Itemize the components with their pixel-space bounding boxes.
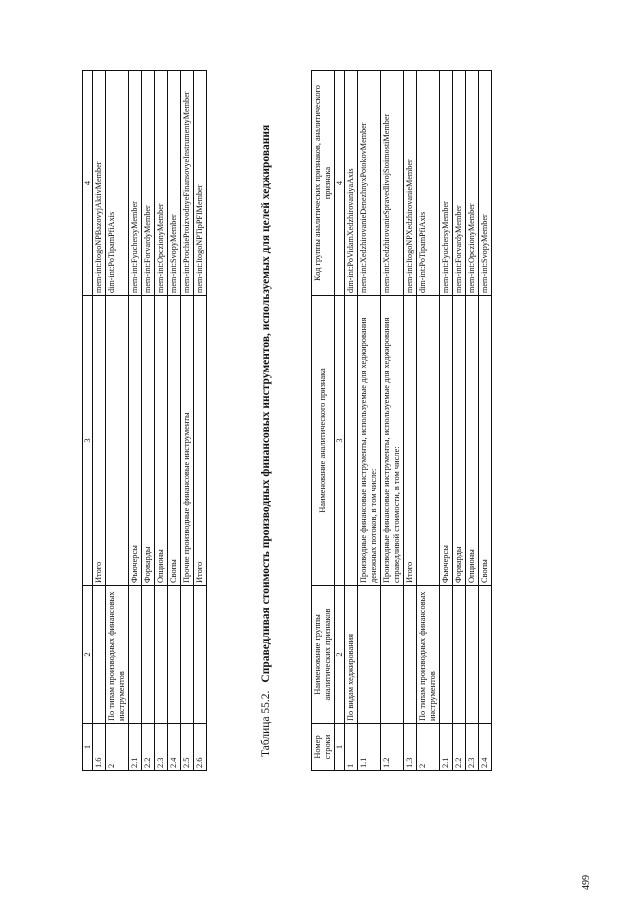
row-number: 2.5: [181, 724, 194, 771]
column-number-row: [335, 71, 345, 771]
row-number: 2.1: [440, 724, 453, 771]
column-number: 3: [335, 296, 345, 586]
attribute-name: Фьючерсы: [440, 296, 453, 586]
attribute-name: Опционы: [466, 296, 479, 586]
table-caption-title: Справедливая стоимость производных финансовых инструментов, используемых для целей хеджирования: [260, 124, 272, 683]
attribute-name: Свопы: [479, 296, 492, 586]
row-number: 1.3: [404, 724, 417, 771]
header-row-number: Номер строки: [312, 724, 335, 771]
group-name: [155, 586, 168, 724]
attribute-name: Фьючерсы: [129, 296, 142, 586]
attribute-name: [345, 296, 358, 586]
attribute-code: mem-int:ForvardyMember: [453, 71, 466, 296]
column-number: 3: [83, 296, 93, 586]
table-row: [453, 71, 466, 771]
group-name: [453, 586, 466, 724]
attribute-code: mem-int:ForvardyMember: [142, 71, 155, 296]
attribute-code: mem-int:ItogoNPTipPFIMember: [194, 71, 207, 296]
row-number: 2.3: [155, 724, 168, 771]
attribute-name: Производные финансовые инструменты, используемые для хеджирования денежных потоков, в том числе:: [358, 296, 381, 586]
row-number: 2.1: [129, 724, 142, 771]
group-name: По видам хеджирования: [345, 586, 358, 724]
table-row: [345, 71, 358, 771]
table-row: [381, 71, 404, 771]
group-name: [479, 586, 492, 724]
group-name: [181, 586, 194, 724]
attribute-name: Итого: [194, 296, 207, 586]
group-name: [466, 586, 479, 724]
attribute-code: dim-int:PoVidamXedzhirovaniyaAxis: [345, 71, 358, 296]
attribute-code: mem-int:ItogoNPXedzhirovanieMember: [404, 71, 417, 296]
table-row: [155, 71, 168, 771]
attribute-name: Опционы: [155, 296, 168, 586]
attribute-code: mem-int:ProchieProizvodnyeFinansovyeInstrumentyMember: [181, 71, 194, 296]
row-number: 2.2: [453, 724, 466, 771]
attribute-code: mem-int:SvopyMember: [479, 71, 492, 296]
row-number: 1: [345, 724, 358, 771]
row-number: 1.6: [93, 724, 106, 771]
attribute-code: dim-int:PoTipamPfiAxis: [106, 71, 129, 296]
row-number: 2.2: [142, 724, 155, 771]
header-group-name: Наименование группы аналитических признаков: [312, 586, 335, 724]
attribute-code: mem-int:XedzhirovanieDenezhnyxPotokovMember: [358, 71, 381, 296]
attribute-code: dim-int:PoTipamPfiAxis: [417, 71, 440, 296]
table-row: [142, 71, 155, 771]
group-name: [404, 586, 417, 724]
table-row: [466, 71, 479, 771]
row-number: 1.1: [358, 724, 381, 771]
row-number: 2.4: [168, 724, 181, 771]
group-name: [440, 586, 453, 724]
attribute-name: Итого: [93, 296, 106, 586]
group-name: [129, 586, 142, 724]
column-number: 1: [83, 724, 93, 771]
attribute-name: Прочие производные финансовые инструменты: [181, 296, 194, 586]
column-number: 4: [83, 71, 93, 296]
table-row: [404, 71, 417, 771]
continued-table: [82, 70, 207, 771]
group-name: [381, 586, 404, 724]
attribute-code: mem-int:FyuchersyMember: [440, 71, 453, 296]
column-number: 1: [335, 724, 345, 771]
row-number: 2: [106, 724, 129, 771]
header-attribute-code: Код группы аналитических признаков, аналитического признака: [312, 71, 335, 296]
attribute-code: mem-int:OpczionyMember: [155, 71, 168, 296]
table-caption-id: Таблица 55.2.: [260, 690, 272, 757]
column-number-row: [83, 71, 93, 771]
group-name: [142, 586, 155, 724]
group-name: [358, 586, 381, 724]
column-number: 2: [83, 586, 93, 724]
row-number: 2.3: [466, 724, 479, 771]
table-row: [93, 71, 106, 771]
group-name: [194, 586, 207, 724]
table-row: [479, 71, 492, 771]
attribute-name: [417, 296, 440, 586]
table-row: [358, 71, 381, 771]
table-row: [168, 71, 181, 771]
header-attribute-name: Наименование аналитического признака: [312, 296, 335, 586]
row-number: 2.4: [479, 724, 492, 771]
table-row: [181, 71, 194, 771]
column-number: 2: [335, 586, 345, 724]
group-name: По типам производных финансовых инструментов: [417, 586, 440, 724]
group-name: [93, 586, 106, 724]
attribute-name: Итого: [404, 296, 417, 586]
attribute-name: Производные финансовые инструменты, используемые для хеджирования справедливой стоимости, в том числе:: [381, 296, 404, 586]
attribute-name: Свопы: [168, 296, 181, 586]
table-row: [129, 71, 142, 771]
row-number: 2.6: [194, 724, 207, 771]
attribute-name: [106, 296, 129, 586]
table-row: [194, 71, 207, 771]
table-row: [440, 71, 453, 771]
table-row: [106, 71, 129, 771]
table-caption: [259, 67, 274, 757]
attribute-code: mem-int:OpczionyMember: [466, 71, 479, 296]
header-row: [312, 71, 335, 771]
attribute-name: Форварды: [142, 296, 155, 586]
attribute-code: mem-int:FyuchersyMember: [129, 71, 142, 296]
table-55-2: [311, 70, 492, 771]
table-row: [417, 71, 440, 771]
column-number: 4: [335, 71, 345, 296]
group-name: По типам производных финансовых инструментов: [106, 586, 129, 724]
attribute-code: mem-int:SvopyMember: [168, 71, 181, 296]
page-number: 499: [581, 875, 592, 890]
row-number: 1.2: [381, 724, 404, 771]
group-name: [168, 586, 181, 724]
row-number: 2: [417, 724, 440, 771]
attribute-code: mem-int:ItogoNPBazovyjAktivMember: [93, 71, 106, 296]
attribute-name: Форварды: [453, 296, 466, 586]
attribute-code: mem-int:XedzhirovanieSpravedlivojStoimostiMember: [381, 71, 404, 296]
